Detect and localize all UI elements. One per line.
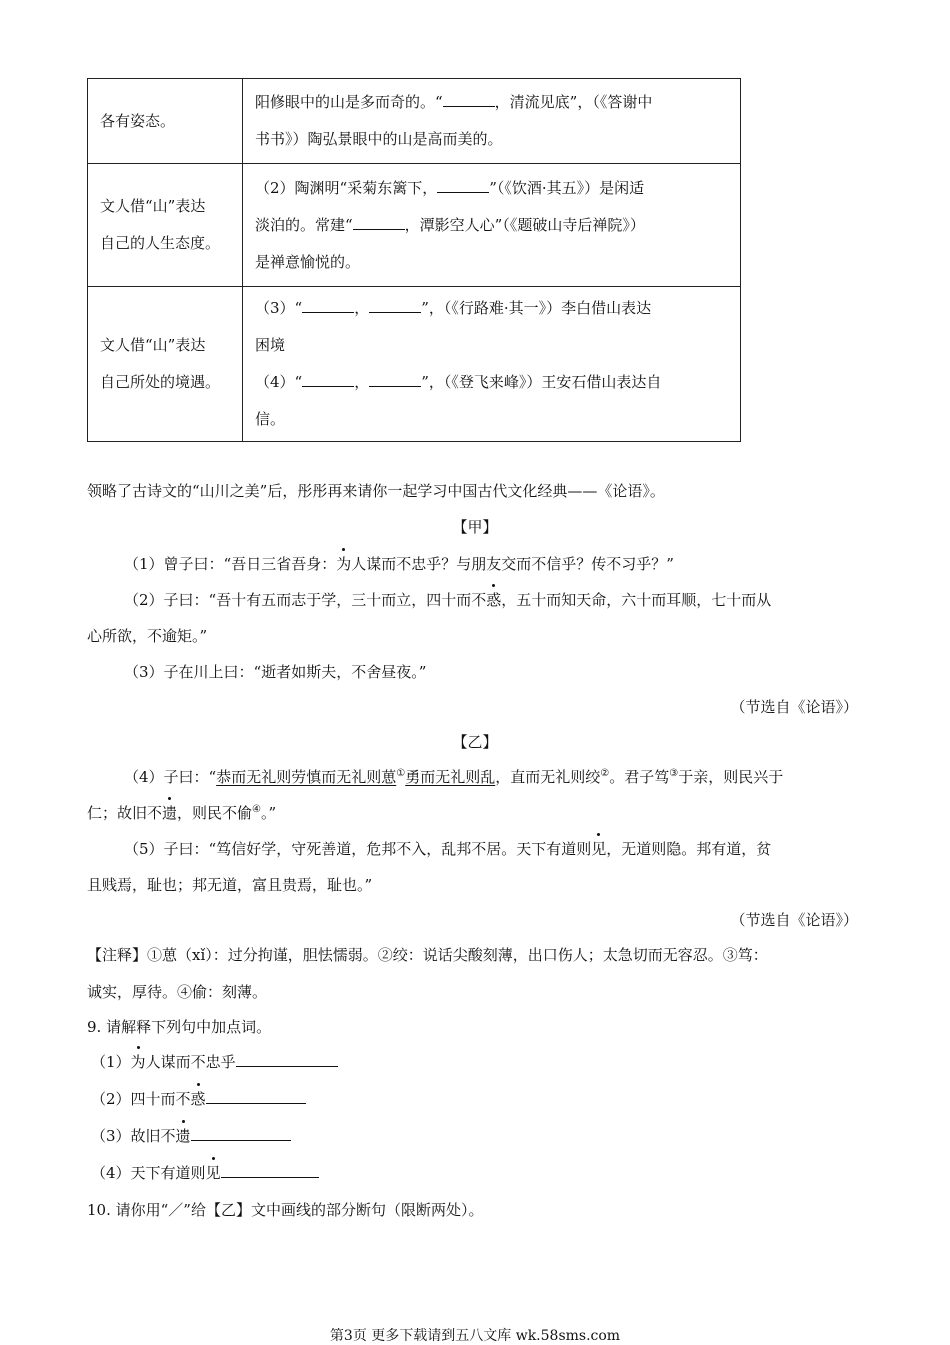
answer-blank[interactable] bbox=[369, 372, 421, 387]
poetry-table bbox=[87, 78, 741, 442]
page-footer: 第3页 更多下载请到五八文库 wk.58sms.com bbox=[329, 1328, 621, 1344]
answer-blank[interactable] bbox=[302, 298, 354, 313]
section-heading-jia: 【甲】 bbox=[452, 518, 498, 536]
passage-5: （5）子曰：“笃信好学，守死善道，危邦不入，乱邦不居。天下有道则见，无道则隐。邦有道，贫 bbox=[124, 840, 772, 858]
dotted-word: 惑 bbox=[486, 591, 502, 609]
answer-line[interactable] bbox=[236, 1052, 338, 1067]
table-row bbox=[88, 287, 741, 442]
answer-blank[interactable] bbox=[369, 298, 421, 313]
table-cell-left: 文人借“山”表达 自己的人生态度。 bbox=[88, 164, 243, 287]
answer-blank[interactable] bbox=[437, 178, 489, 193]
question-9-title: 9. 请解释下列句中加点词。 bbox=[87, 1018, 272, 1036]
dotted-word: 为 bbox=[336, 555, 352, 573]
passage-2: （2）子曰：“吾十有五而志于学，三十而立，四十而不惑，五十而知天命，六十而耳顺，七十而从 bbox=[124, 591, 772, 609]
answer-blank[interactable] bbox=[353, 215, 405, 230]
question-9-item: （1）为人谋而不忠乎 bbox=[91, 1051, 338, 1072]
table-cell-left: 各有姿态。 bbox=[88, 79, 243, 164]
passage-5-cont: 且贱焉，耻也；邦无道，富且贵焉，耻也。” bbox=[87, 876, 373, 894]
answer-blank[interactable] bbox=[302, 372, 354, 387]
dotted-word: 惑 bbox=[190, 1090, 206, 1108]
dotted-word: 遗 bbox=[175, 1127, 191, 1145]
passage-2-cont: 心所欲，不逾矩。” bbox=[87, 627, 208, 645]
question-9-item: （3）故旧不遗 bbox=[91, 1125, 291, 1146]
dotted-word: 见 bbox=[205, 1164, 221, 1182]
answer-line[interactable] bbox=[221, 1163, 319, 1178]
source-note: （节选自《论语》） bbox=[730, 911, 858, 929]
answer-blank[interactable] bbox=[443, 92, 495, 107]
answer-line[interactable] bbox=[206, 1089, 306, 1104]
dotted-word: 见 bbox=[591, 840, 607, 858]
question-9-item: （2）四十而不惑 bbox=[91, 1088, 306, 1109]
source-note: （节选自《论语》） bbox=[730, 698, 858, 716]
table-cell-right: （3）“ ， ”，（《行路难·其一》）李白借山表达 困境 （4）“ ， ”，（《登飞来峰》）王安石借山表达自 信。 bbox=[243, 287, 741, 442]
table-row bbox=[88, 79, 741, 164]
question-10: 10. 请你用“／”给【乙】文中画线的部分断句（限断两处）。 bbox=[87, 1201, 484, 1219]
passage-4: （4）子曰：“恭而无礼则劳慎而无礼则葸①勇而无礼则乱，直而无礼则绞②。君子笃③于亲，则民兴于 bbox=[124, 768, 784, 786]
question-9-item: （4）天下有道则见 bbox=[91, 1162, 319, 1183]
table-cell-left: 文人借“山”表达 自己所处的境遇。 bbox=[88, 287, 243, 442]
table-cell-right: 阳修眼中的山是多而奇的。“ ，清流见底”，（《答谢中 书书》）陶弘景眼中的山是高而美的。 bbox=[243, 79, 741, 164]
passage-4-cont: 仁；故旧不遗，则民不偷④。” bbox=[87, 804, 277, 822]
section-heading-yi: 【乙】 bbox=[452, 733, 498, 751]
table-cell-right: （2）陶渊明“采菊东篱下， ”（《饮酒·其五》）是闲适 淡泊的。常建“ ，潭影空人心”（《题破山寺后禅院》） 是禅意愉悦的。 bbox=[243, 164, 741, 287]
answer-line[interactable] bbox=[191, 1126, 291, 1141]
annotation-line: 【注释】①葸（xǐ）：过分拘谨，胆怯懦弱。②绞：说话尖酸刻薄，出口伤人；太急切而无容忍。③笃： bbox=[87, 946, 768, 964]
intro-text: 领略了古诗文的“山川之美”后，彤彤再来请你一起学习中国古代文化经典——《论语》。 bbox=[87, 482, 665, 500]
table-row bbox=[88, 164, 741, 287]
passage-3: （3）子在川上曰：“逝者如斯夫，不舍昼夜。” bbox=[124, 663, 427, 681]
dotted-word: 为 bbox=[130, 1053, 146, 1071]
dotted-word: 遗 bbox=[162, 804, 178, 822]
underlined-text: 恭而无礼则劳慎而无礼则葸 bbox=[216, 768, 397, 786]
underlined-text: 勇而无礼则乱 bbox=[405, 768, 496, 786]
passage-1: （1）曾子曰：“吾日三省吾身：为人谋而不忠乎？与朋友交而不信乎？传不习乎？” bbox=[124, 555, 674, 573]
annotation-line: 诚实，厚待。④偷：刻薄。 bbox=[87, 983, 268, 1001]
